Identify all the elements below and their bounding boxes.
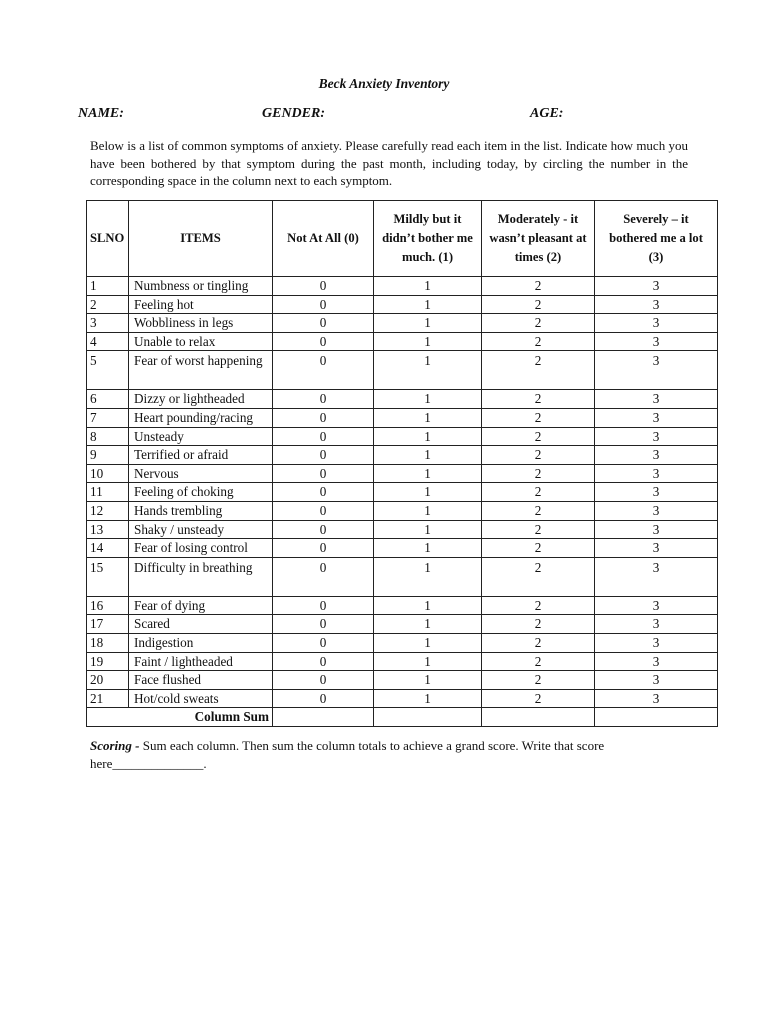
score-2[interactable]: 2 [482,557,595,596]
score-0[interactable]: 0 [273,596,374,615]
sum-cell-moderately[interactable] [482,708,595,727]
score-3[interactable]: 3 [595,557,718,596]
item-label: Difficulty in breathing [129,557,273,596]
row-number: 19 [87,652,129,671]
score-2[interactable]: 2 [482,652,595,671]
score-2[interactable]: 2 [482,314,595,333]
column-sum-row [87,708,718,727]
item-label: Nervous [129,464,273,483]
score-1[interactable]: 1 [374,483,482,502]
item-label: Fear of worst happening [129,351,273,390]
score-2[interactable]: 2 [482,539,595,558]
score-1[interactable]: 1 [374,464,482,483]
score-2[interactable]: 2 [482,671,595,690]
sum-cell-severely[interactable] [595,708,718,727]
table-row [87,351,718,390]
row-number: 11 [87,483,129,502]
score-3[interactable]: 3 [595,689,718,708]
item-label: Feeling of choking [129,483,273,502]
score-3[interactable]: 3 [595,351,718,390]
table-row [87,314,718,333]
row-number: 21 [87,689,129,708]
score-1[interactable]: 1 [374,351,482,390]
score-3[interactable]: 3 [595,408,718,427]
score-1[interactable]: 1 [374,557,482,596]
item-label: Hands trembling [129,501,273,520]
table-row [87,501,718,520]
item-label: Faint / lightheaded [129,652,273,671]
item-label: Dizzy or lightheaded [129,390,273,409]
table-header-row [87,201,718,277]
score-1[interactable]: 1 [374,332,482,351]
score-2[interactable]: 2 [482,408,595,427]
row-number: 13 [87,520,129,539]
table-row [87,277,718,296]
score-3[interactable]: 3 [595,633,718,652]
row-number: 17 [87,615,129,634]
score-1[interactable]: 1 [374,295,482,314]
score-3[interactable]: 3 [595,596,718,615]
item-label: Face flushed [129,671,273,690]
score-1[interactable]: 1 [374,408,482,427]
table-row [87,520,718,539]
item-label: Feeling hot [129,295,273,314]
row-number: 12 [87,501,129,520]
score-0[interactable]: 0 [273,464,374,483]
column-header-items: ITEMS [129,201,273,277]
row-number: 14 [87,539,129,558]
item-label: Fear of losing control [129,539,273,558]
score-2[interactable]: 2 [482,277,595,296]
score-2[interactable]: 2 [482,464,595,483]
table-row [87,671,718,690]
score-0[interactable]: 0 [273,520,374,539]
score-0[interactable]: 0 [273,689,374,708]
score-3[interactable]: 3 [595,464,718,483]
column-header-mildly: Mildly but it didn’t bother me much. (1) [374,201,482,277]
score-2[interactable]: 2 [482,390,595,409]
table-row [87,689,718,708]
score-2[interactable]: 2 [482,427,595,446]
row-number: 9 [87,446,129,465]
row-number: 15 [87,557,129,596]
score-1[interactable]: 1 [374,314,482,333]
table-row [87,390,718,409]
score-0[interactable]: 0 [273,332,374,351]
score-0[interactable]: 0 [273,652,374,671]
column-sum-label: Column Sum [87,708,273,727]
score-2[interactable]: 2 [482,483,595,502]
column-header-severely: Severely – it bothered me a lot (3) [595,201,718,277]
document-title: Beck Anxiety Inventory [318,76,450,91]
score-2[interactable]: 2 [482,446,595,465]
row-number: 18 [87,633,129,652]
score-3[interactable]: 3 [595,501,718,520]
score-3[interactable]: 3 [595,671,718,690]
age-label: AGE: [530,106,564,121]
row-number: 1 [87,277,129,296]
item-label: Hot/cold sweats [129,689,273,708]
score-2[interactable]: 2 [482,596,595,615]
table-row [87,295,718,314]
table-row [87,408,718,427]
score-3[interactable]: 3 [595,427,718,446]
table-row [87,332,718,351]
score-0[interactable]: 0 [273,633,374,652]
sum-cell-mildly[interactable] [374,708,482,727]
row-number: 2 [87,295,129,314]
score-1[interactable]: 1 [374,277,482,296]
score-1[interactable]: 1 [374,446,482,465]
score-0[interactable]: 0 [273,501,374,520]
inventory-table [86,200,718,727]
table-row [87,652,718,671]
table-row [87,483,718,502]
score-0[interactable]: 0 [273,351,374,390]
score-2[interactable]: 2 [482,351,595,390]
score-3[interactable]: 3 [595,314,718,333]
item-label: Fear of dying [129,596,273,615]
row-number: 7 [87,408,129,427]
row-number: 20 [87,671,129,690]
score-2[interactable]: 2 [482,615,595,634]
score-1[interactable]: 1 [374,390,482,409]
score-3[interactable]: 3 [595,539,718,558]
name-label: NAME: [78,106,124,121]
score-0[interactable]: 0 [273,408,374,427]
score-3[interactable]: 3 [595,390,718,409]
score-1[interactable]: 1 [374,652,482,671]
score-0[interactable]: 0 [273,427,374,446]
scoring-text: Sum each column. Then sum the column totals to achieve a grand score. Write that score here______________. [90,738,605,771]
score-1[interactable]: 1 [374,596,482,615]
score-0[interactable]: 0 [273,615,374,634]
item-label: Numbness or tingling [129,277,273,296]
scoring-label: Scoring - [90,738,140,753]
score-1[interactable]: 1 [374,689,482,708]
score-1[interactable]: 1 [374,671,482,690]
score-0[interactable]: 0 [273,539,374,558]
score-2[interactable]: 2 [482,501,595,520]
row-number: 8 [87,427,129,446]
item-label: Heart pounding/racing [129,408,273,427]
table-row [87,427,718,446]
score-1[interactable]: 1 [374,633,482,652]
score-0[interactable]: 0 [273,390,374,409]
table-row [87,446,718,465]
score-2[interactable]: 2 [482,295,595,314]
row-number: 4 [87,332,129,351]
column-header-not-at-all: Not At All (0) [273,201,374,277]
score-3[interactable]: 3 [595,520,718,539]
item-label: Scared [129,615,273,634]
item-label: Terrified or afraid [129,446,273,465]
item-label: Wobbliness in legs [129,314,273,333]
sum-cell-not-at-all[interactable] [273,708,374,727]
column-header-slno: SLNO [87,201,129,277]
score-3[interactable]: 3 [595,615,718,634]
item-label: Unable to relax [129,332,273,351]
score-1[interactable]: 1 [374,539,482,558]
score-3[interactable]: 3 [595,332,718,351]
score-0[interactable]: 0 [273,483,374,502]
table-row [87,557,718,596]
score-2[interactable]: 2 [482,633,595,652]
table-row [87,539,718,558]
score-0[interactable]: 0 [273,446,374,465]
score-3[interactable]: 3 [595,483,718,502]
row-number: 5 [87,351,129,390]
score-1[interactable]: 1 [374,615,482,634]
score-3[interactable]: 3 [595,295,718,314]
row-number: 3 [87,314,129,333]
column-header-moderately: Moderately - it wasn’t pleasant at times (2) [482,201,595,277]
instructions-paragraph: Below is a list of common symptoms of anxiety. Please carefully read each item in the list. Indicate how much you have been bothered by that symptom during the past month, including today, by circling the number in the corresponding space in the column next to each symptom. [90,138,688,188]
score-3[interactable]: 3 [595,446,718,465]
item-label: Shaky / unsteady [129,520,273,539]
score-2[interactable]: 2 [482,332,595,351]
score-0[interactable]: 0 [273,277,374,296]
score-3[interactable]: 3 [595,277,718,296]
score-1[interactable]: 1 [374,427,482,446]
score-0[interactable]: 0 [273,557,374,596]
table-row [87,596,718,615]
score-0[interactable]: 0 [273,314,374,333]
score-1[interactable]: 1 [374,501,482,520]
table-row [87,633,718,652]
gender-label: GENDER: [262,106,326,121]
score-1[interactable]: 1 [374,520,482,539]
score-2[interactable]: 2 [482,520,595,539]
row-number: 6 [87,390,129,409]
item-label: Indigestion [129,633,273,652]
table-row [87,615,718,634]
item-label: Unsteady [129,427,273,446]
score-2[interactable]: 2 [482,689,595,708]
scoring-note [90,737,690,773]
score-3[interactable]: 3 [595,652,718,671]
table-row [87,464,718,483]
row-number: 16 [87,596,129,615]
row-number: 10 [87,464,129,483]
score-0[interactable]: 0 [273,295,374,314]
score-0[interactable]: 0 [273,671,374,690]
